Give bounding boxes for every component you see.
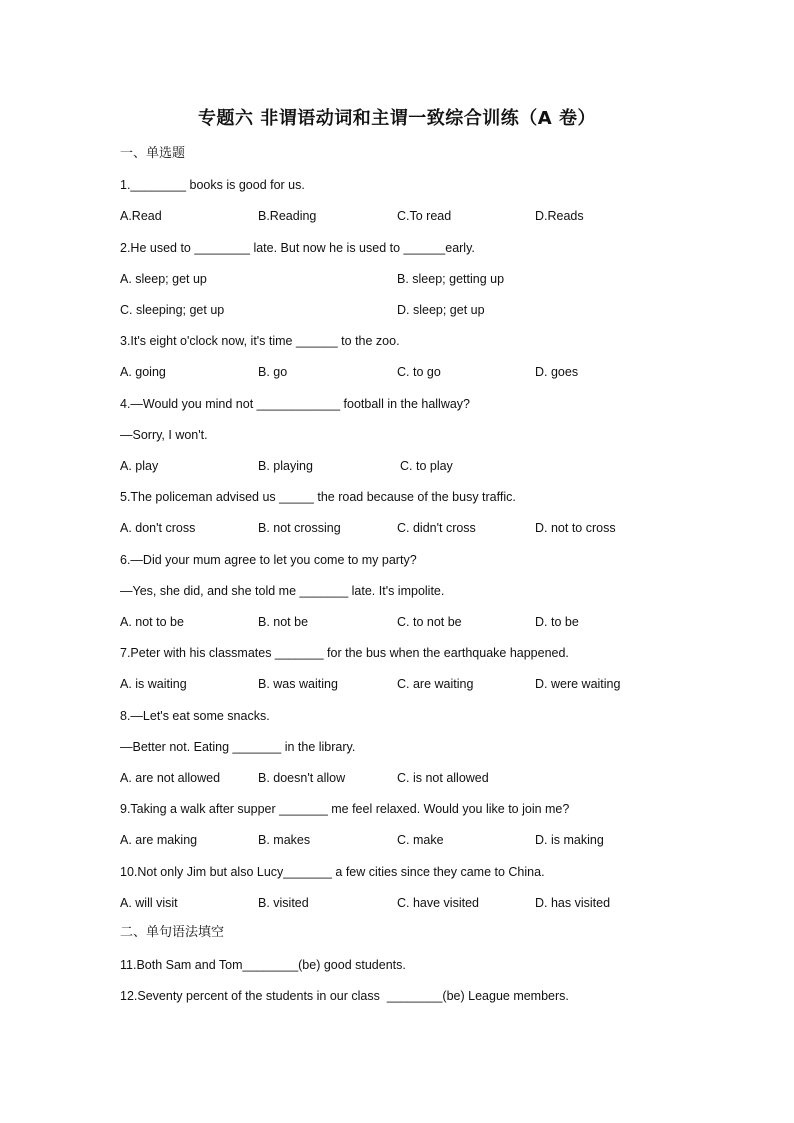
question-2-option-b: B. sleep; getting up: [397, 272, 505, 286]
question-6-option-b: B. not be: [258, 615, 309, 629]
question-8-stem: 8.—Let's eat some snacks.: [120, 709, 270, 723]
section-heading-grammar-fill: 二、单句语法填空: [120, 925, 225, 940]
question-3-option-c: C. to go: [397, 365, 441, 379]
question-2-stem: 2.He used to ________ late. But now he is used to ______early.: [120, 241, 475, 255]
question-1-option-a: A.Read: [120, 209, 162, 223]
question-6-stem: 6.—Did your mum agree to let you come to my party?: [120, 553, 417, 567]
document-title: 专题六 非谓语动词和主谓一致综合训练（A 卷）: [198, 108, 596, 129]
question-5-option-b: B. not crossing: [258, 521, 341, 535]
question-8-option-c: C. is not allowed: [397, 771, 489, 785]
question-10-option-b: B. visited: [258, 896, 309, 910]
question-2-option-c: C. sleeping; get up: [120, 303, 225, 317]
question-3-option-a: A. going: [120, 365, 166, 379]
question-3-stem: 3.It's eight o'clock now, it's time ______ to the zoo.: [120, 334, 400, 348]
question-5-option-d: D. not to cross: [535, 521, 616, 535]
question-5-stem: 5.The policeman advised us _____ the road because of the busy traffic.: [120, 490, 516, 504]
question-9-option-a: A. are making: [120, 833, 198, 847]
question-12-stem: 12.Seventy percent of the students in our class ________(be) League members.: [120, 989, 569, 1003]
question-9-option-c: C. make: [397, 833, 444, 847]
question-7-option-a: A. is waiting: [120, 677, 187, 691]
question-10-stem: 10.Not only Jim but also Lucy_______ a few cities since they came to China.: [120, 865, 545, 879]
question-4-response: —Sorry, I won't.: [120, 428, 208, 442]
question-8-response: —Better not. Eating _______ in the library.: [120, 740, 356, 754]
question-4-option-a: A. play: [120, 459, 159, 473]
question-9-option-b: B. makes: [258, 833, 311, 847]
question-4-option-c: C. to play: [400, 459, 453, 473]
question-1-stem: 1.________ books is good for us.: [120, 178, 305, 192]
question-4-option-b: B. playing: [258, 459, 313, 473]
question-6-option-d: D. to be: [535, 615, 579, 629]
question-7-option-c: C. are waiting: [397, 677, 474, 691]
question-8-option-a: A. are not allowed: [120, 771, 221, 785]
question-6-option-c: C. to not be: [397, 615, 462, 629]
question-1-option-c: C.To read: [397, 209, 452, 223]
question-9-stem: 9.Taking a walk after supper _______ me feel relaxed. Would you like to join me?: [120, 802, 570, 816]
question-3-option-d: D. goes: [535, 365, 579, 379]
question-3-option-b: B. go: [258, 365, 288, 379]
question-5-option-a: A. don't cross: [120, 521, 196, 535]
question-4-stem: 4.—Would you mind not ____________ football in the hallway?: [120, 397, 471, 411]
question-11-stem: 11.Both Sam and Tom________(be) good students.: [120, 958, 406, 972]
question-1-option-d: D.Reads: [535, 209, 584, 223]
question-7-option-d: D. were waiting: [535, 677, 621, 691]
question-1-option-b: B.Reading: [258, 209, 317, 223]
question-2-option-d: D. sleep; get up: [397, 303, 485, 317]
question-2-option-a: A. sleep; get up: [120, 272, 207, 286]
question-10-option-a: A. will visit: [120, 896, 178, 910]
section-heading-single-choice: 一、单选题: [120, 146, 186, 161]
question-9-option-d: D. is making: [535, 833, 604, 847]
question-6-response: —Yes, she did, and she told me _______ late. It's impolite.: [120, 584, 445, 598]
question-8-option-b: B. doesn't allow: [258, 771, 346, 785]
question-10-option-d: D. has visited: [535, 896, 611, 910]
question-7-option-b: B. was waiting: [258, 677, 338, 691]
question-6-option-a: A. not to be: [120, 615, 184, 629]
question-7-stem: 7.Peter with his classmates _______ for the bus when the earthquake happened.: [120, 646, 569, 660]
question-10-option-c: C. have visited: [397, 896, 479, 910]
question-5-option-c: C. didn't cross: [397, 521, 476, 535]
